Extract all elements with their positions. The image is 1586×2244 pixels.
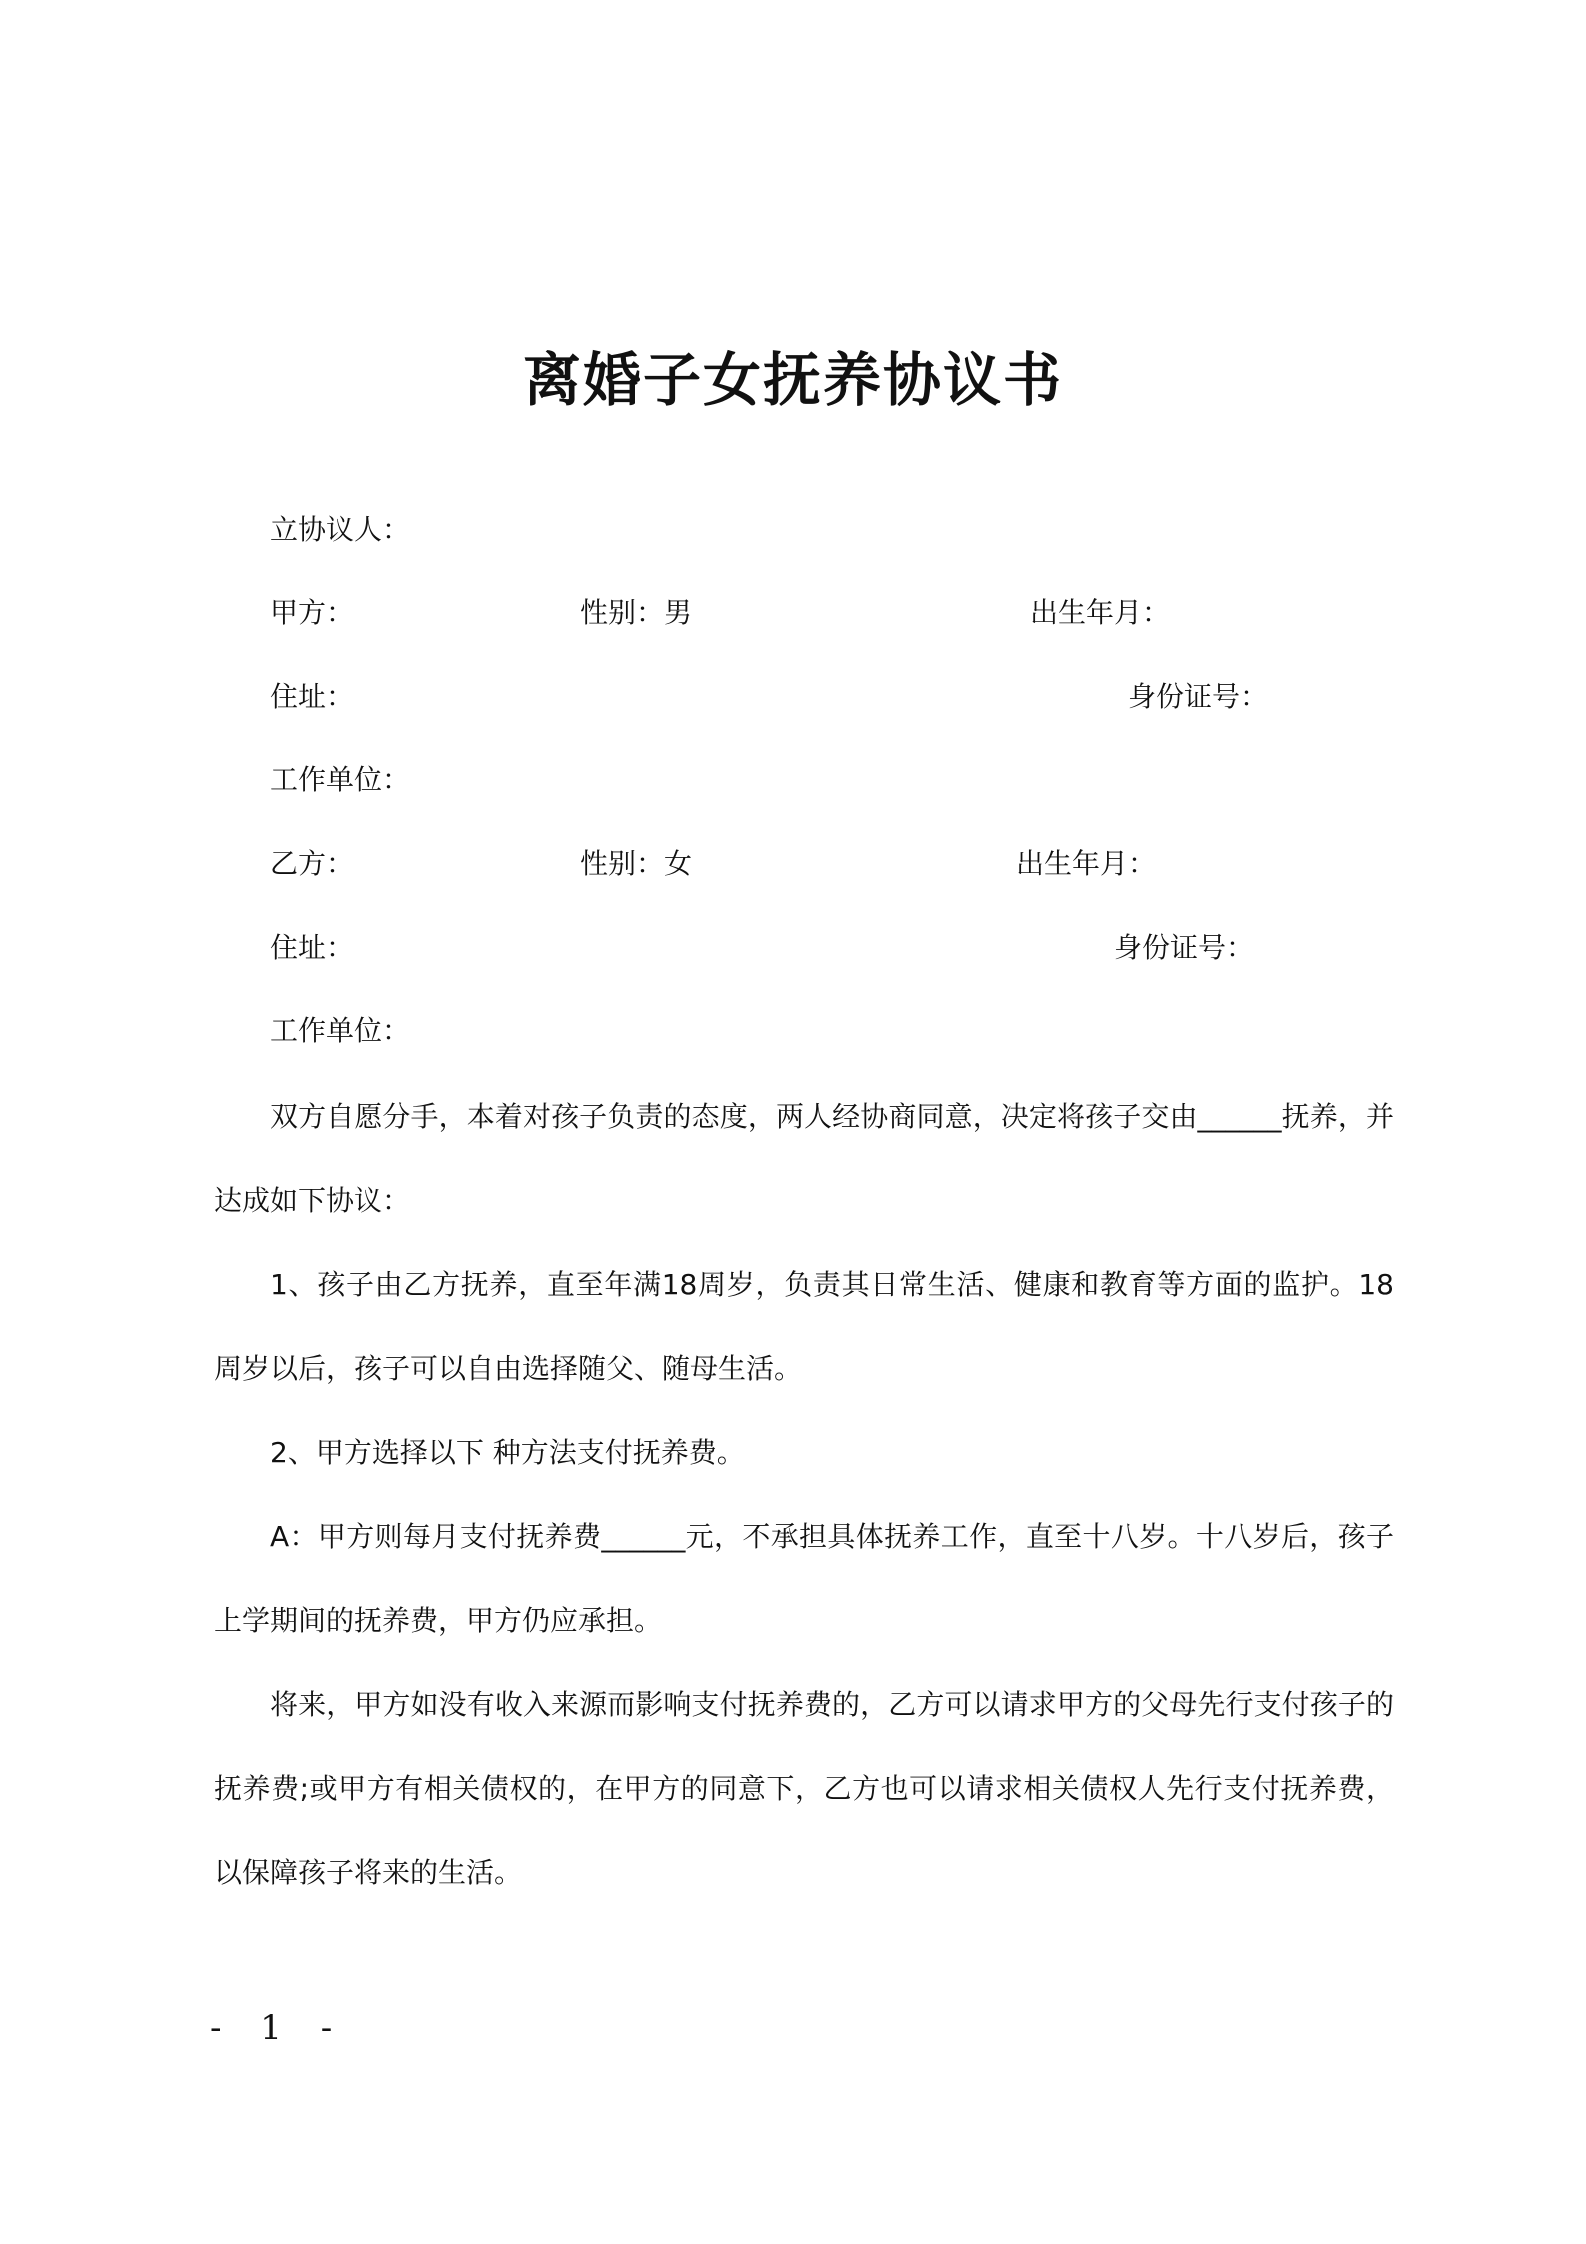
party-b-label: 乙方： — [270, 847, 355, 880]
paragraph-clause-1: 1、孩子由乙方抚养，直至年满18周岁，负责其日常生活、健康和教育等方面的监护。18周岁以后，孩子可以自由选择随父、随母生活。 — [214, 1268, 1394, 1385]
party-a-address: 住址： — [270, 680, 355, 713]
party-a-workplace: 工作单位： — [270, 763, 411, 796]
paragraph-intro: 双方自愿分手，本着对孩子负责的态度，两人经协商同意，决定将孩子交由______抚养，并达成如下协议： — [214, 1100, 1394, 1217]
party-b-id-number: 身份证号： — [1114, 931, 1255, 964]
party-a-birth: 出生年月： — [1030, 596, 1171, 629]
party-b-address: 住址： — [270, 931, 355, 964]
party-a-label: 甲方： — [270, 596, 355, 629]
party-b-birth: 出生年月： — [1016, 847, 1157, 880]
paragraph-future-support: 将来，甲方如没有收入来源而影响支付抚养费的，乙方可以请求甲方的父母先行支付孩子的抚养费;或甲方有相关债权的，在甲方的同意下，乙方也可以请求相关债权人先行支付抚养费，以保障孩子将来的生活。 — [214, 1688, 1394, 1889]
document-title: 离婚子女抚养协议书 — [522, 346, 1063, 414]
party-b-workplace: 工作单位： — [270, 1014, 411, 1047]
paragraph-option-a: A：甲方则每月支付抚养费______元，不承担具体抚养工作，直至十八岁。十八岁后，孩子上学期间的抚养费，甲方仍应承担。 — [214, 1520, 1394, 1637]
party-a-gender: 性别：男 — [580, 596, 693, 629]
page-number: - 1 - — [210, 2008, 347, 2048]
parties-heading: 立协议人： — [270, 513, 411, 546]
party-b-gender: 性别：女 — [580, 847, 693, 880]
party-a-id-number: 身份证号： — [1128, 680, 1269, 713]
paragraph-clause-2: 2、甲方选择以下 种方法支付抚养费。 — [270, 1436, 745, 1469]
